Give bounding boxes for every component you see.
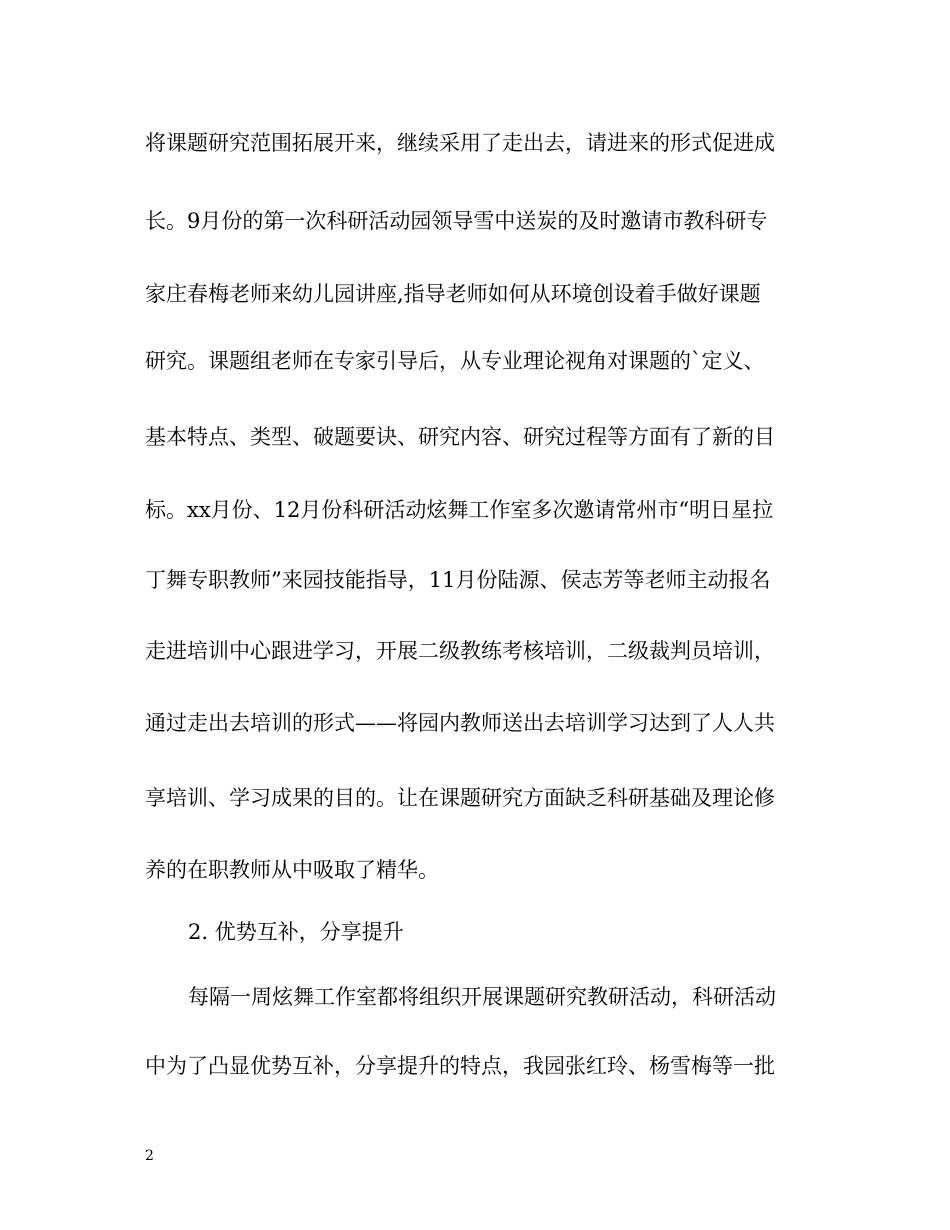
paragraph-line: 丁舞专职教师”来园技能指导，11月份陆源、侯志芳等老师主动报名 (145, 568, 771, 592)
paragraph-line: 走进培训中心跟进学习，开展二级教练考核培训，二级裁判员培训， (145, 639, 775, 663)
paragraph-line: 养的在职教师从中吸取了精华。 (145, 858, 439, 882)
page-number: 2 (145, 1148, 154, 1164)
paragraph-line: 每隔一周炫舞工作室都将组织开展课题研究教研活动，科研活动 (188, 985, 776, 1009)
paragraph-line: 享培训、学习成果的目的。让在课题研究方面缺乏科研基础及理论修 (145, 786, 775, 810)
paragraph-line: 通过走出去培训的形式——将园内教师送出去培训学习达到了人人共 (145, 711, 775, 735)
section-heading: 2. 优势互补，分享提升 (188, 920, 404, 944)
paragraph-line: 家庄春梅老师来幼儿园讲座,指导老师如何从环境创设着手做好课题 (145, 282, 761, 306)
paragraph-line: 研究。课题组老师在专家引导后，从专业理论视角对课题的`定义、 (145, 349, 765, 373)
paragraph-line: 基本特点、类型、破题要诀、研究内容、研究过程等方面有了新的目 (145, 425, 775, 449)
paragraph-line: 将课题研究范围拓展开来，继续采用了走出去，请进来的形式促进成 (145, 131, 775, 155)
paragraph-line: 长。9月份的第一次科研活动园领导雪中送炭的及时邀请市教科研专 (145, 209, 768, 233)
paragraph-line: 中为了凸显优势互补，分享提升的特点，我园张红玲、杨雪梅等一批 (145, 1054, 775, 1078)
paragraph-line: 标。xx月份、12月份科研活动炫舞工作室多次邀请常州市“明日星拉 (145, 498, 774, 522)
